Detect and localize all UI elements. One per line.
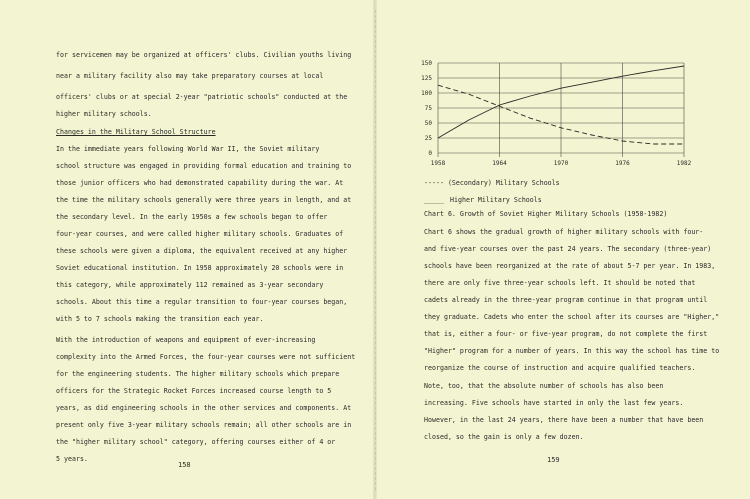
text-line: near a military facility also may take preparatory courses at local <box>56 72 324 80</box>
text-line: schools. About this time a regular transition to four-year courses began, <box>56 298 348 306</box>
text-line: school structure was engaged in providing formal education and training to <box>56 162 352 170</box>
y-tick-label: 125 <box>421 75 432 82</box>
text-line: these schools were given a diploma, the equivalent received at any higher <box>56 247 348 255</box>
chart-svg <box>420 58 696 178</box>
text-line: higher military schools. <box>56 110 152 118</box>
text-line: Soviet educational institution. In 1958 approximately 20 schools were in <box>56 264 344 272</box>
page-number: 158 <box>178 461 191 469</box>
text-line: schools have been reorganized at the rate of about 5-7 per year. In 1983, <box>424 262 716 270</box>
x-tick-label: 1976 <box>615 160 630 167</box>
text-line: for servicemen may be organized at officers' clubs. Civilian youths living <box>56 51 352 59</box>
text-line: complexity into the Armed Forces, the four-year courses were not sufficient <box>56 353 356 361</box>
page-number: 159 <box>547 456 560 464</box>
gutter-crease <box>375 10 376 490</box>
text-line: increasing. Five schools have started in only the last few years. <box>424 399 684 407</box>
text-line: with 5 to 7 schools making the transition each year. <box>56 315 264 323</box>
text-line: this category, while approximately 112 remained as 3-year secondary <box>56 281 324 289</box>
text-line: and five-year courses over the past 24 years. The secondary (three-year) <box>424 245 712 253</box>
x-tick-label: 1964 <box>492 160 507 167</box>
y-tick-label: 75 <box>424 105 432 112</box>
y-tick-label: 150 <box>421 60 432 67</box>
text-line: Chart 6 shows the gradual growth of higher military schools with four- <box>424 228 704 236</box>
line-chart <box>420 58 696 178</box>
text-line: Note, too, that the absolute number of schools has also been <box>424 382 664 390</box>
text-line: officers' clubs or at special 2-year "patriotic schools" conducted at the <box>56 93 348 101</box>
section-heading: Changes in the Military School Structure <box>56 128 216 136</box>
text-line: closed, so the gain is only a few dozen. <box>424 433 584 441</box>
text-line: they graduate. Cadets who enter the school after its courses are "Higher," <box>424 313 720 321</box>
text-line: officers for the Strategic Rocket Forces increased course length to 5 <box>56 387 332 395</box>
text-line: years, as did engineering schools in the other services and components. At <box>56 404 352 412</box>
x-tick-label: 1982 <box>676 160 692 167</box>
x-tick-label: 1970 <box>553 160 569 167</box>
chart-caption: Chart 6. Growth of Soviet Higher Military Schools (1958-1982) <box>424 210 668 218</box>
text-line: the time the military schools generally were three years in length, and at <box>56 196 352 204</box>
text-line: that is, either a four- or five-year program, do not complete the first <box>424 330 708 338</box>
y-tick-label: 0 <box>428 150 432 157</box>
y-tick-label: 100 <box>421 90 432 97</box>
text-line: With the introduction of weapons and equipment of ever-increasing <box>56 336 316 344</box>
legend-higher: Higher Military Schools <box>450 196 542 204</box>
text-line: for the engineering students. The higher military schools which prepare <box>56 370 340 378</box>
text-line: 5 years. <box>56 455 88 463</box>
x-tick-label: 1958 <box>430 160 446 167</box>
text-line: those junior officers who had demonstrated capability during the war. At <box>56 179 344 187</box>
text-line: cadets already in the three-year program continue in that program until <box>424 296 708 304</box>
text-line: the secondary level. In the early 1950s a few schools began to offer <box>56 213 328 221</box>
legend-secondary: ----- (Secondary) Military Schools <box>424 179 560 187</box>
text-line: "Higher" program for a number of years. In this way the school has time to <box>424 347 720 355</box>
text-line: In the immediate years following World War II, the Soviet military <box>56 145 320 153</box>
text-line: present only five 3-year military schools remain; all other schools are in <box>56 421 352 429</box>
y-tick-label: 25 <box>424 135 432 142</box>
y-tick-label: 50 <box>424 120 432 127</box>
text-line: there are only five three-year schools left. It should be noted that <box>424 279 696 287</box>
text-line: the "higher military school" category, offering courses either of 4 or <box>56 438 336 446</box>
left-page <box>0 0 373 499</box>
text-line: reorganize the course of instruction and acquire qualified teachers. <box>424 364 696 372</box>
legend-higher-marker: _____ <box>424 196 444 204</box>
text-line: However, in the last 24 years, there have been a number that have been <box>424 416 704 424</box>
text-line: four-year courses, and were called higher military schools. Graduates of <box>56 230 344 238</box>
